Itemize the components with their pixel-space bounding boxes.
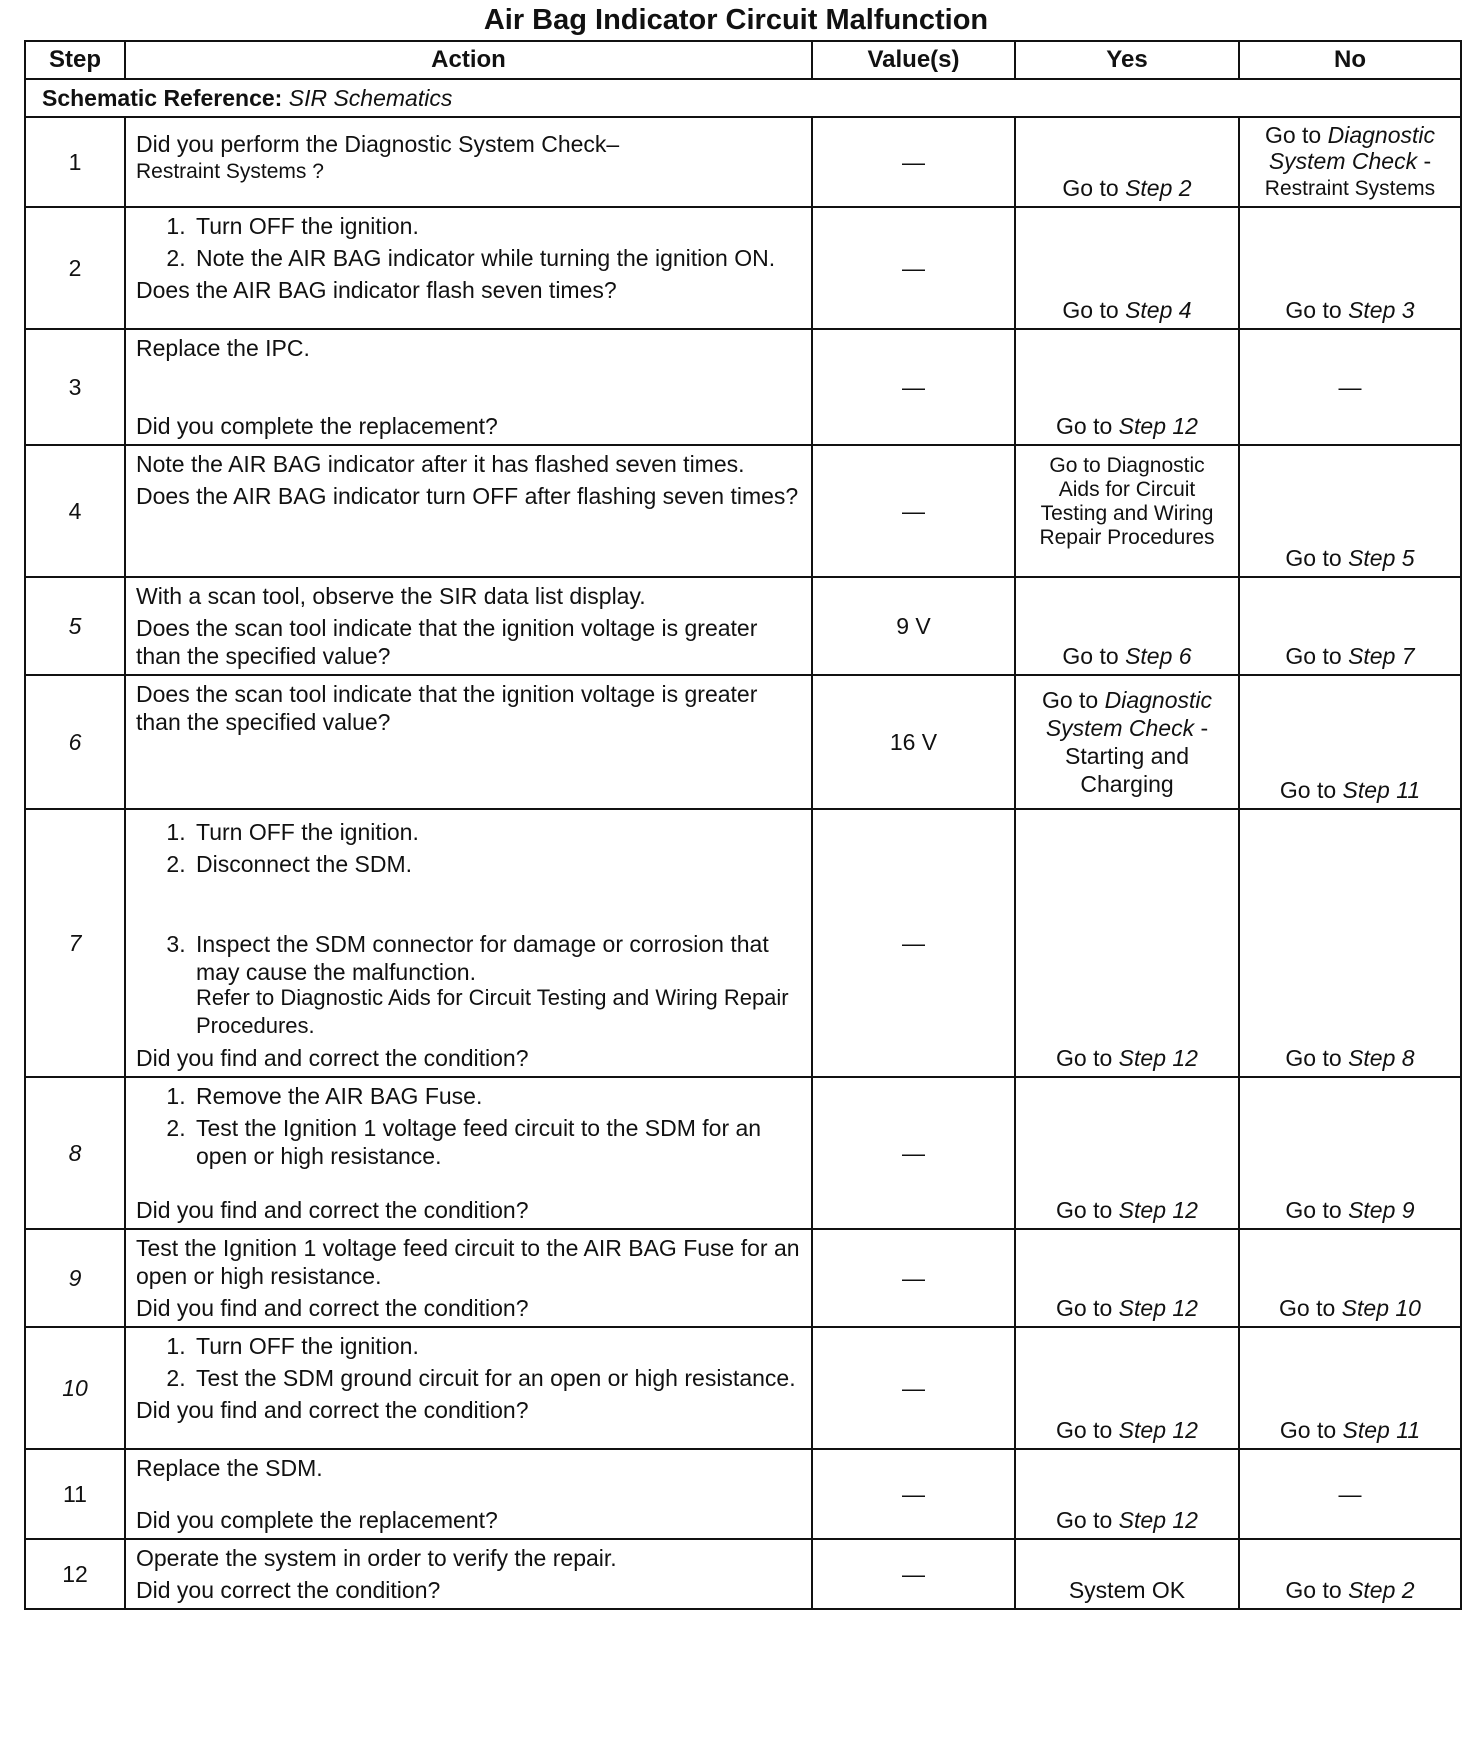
table-row-step-4 (25, 445, 1461, 577)
action-text: Test the Ignition 1 voltage feed circuit to the AIR BAG Fuse for an open or high resistance. (136, 1235, 800, 1289)
goto-step-link[interactable]: Step 12 (1118, 413, 1198, 439)
goto-step-link[interactable]: Step 2 (1348, 1577, 1415, 1603)
action-step-item: 1. Turn OFF the ignition. (192, 1332, 803, 1360)
yes-cell (1015, 1077, 1239, 1229)
header-values: Value(s) (812, 41, 1015, 79)
action-question: Does the scan tool indicate that the ignition voltage is greater than the specified value? (136, 615, 758, 669)
no-cell (1239, 1539, 1461, 1609)
action-cell (125, 445, 812, 577)
goto-text-tail: Restraint Systems (1264, 177, 1436, 200)
no-cell: — (1239, 1449, 1461, 1539)
yes-cell (1015, 577, 1239, 675)
value-cell: — (812, 1229, 1015, 1327)
goto-text: Go to (1056, 1045, 1119, 1071)
header-row (25, 41, 1461, 79)
action-step-item: 2. Test the Ignition 1 voltage feed circuit to the SDM for an open or high resistance. (192, 1114, 803, 1170)
action-text: With a scan tool, observe the SIR data list display. (136, 583, 646, 609)
goto-diagnostic-link[interactable]: Diagnostic System Check (1045, 687, 1213, 741)
table-row-step-6 (25, 675, 1461, 809)
action-steps-list (136, 818, 803, 986)
action-cell (125, 675, 812, 809)
goto-step-link[interactable]: Step 12 (1118, 1045, 1198, 1071)
goto-diagnostic-aids-link[interactable]: Go to Diagnostic Aids for Circuit Testing and Wiring Repair Procedures (1039, 454, 1215, 549)
action-text: Note the AIR BAG indicator after it has flashed seven times. (136, 451, 745, 477)
goto-step-link[interactable]: Step 12 (1118, 1417, 1198, 1443)
goto-text: Go to (1279, 1417, 1343, 1443)
goto-step-link[interactable]: Step 12 (1118, 1295, 1198, 1321)
goto-step-link[interactable]: Step 12 (1118, 1507, 1198, 1533)
header-yes: Yes (1015, 41, 1239, 79)
table-row-step-7 (25, 809, 1461, 1077)
step-number: 5 (25, 577, 125, 675)
action-text: Replace the IPC. (136, 335, 310, 361)
yes-cell: System OK (1015, 1539, 1239, 1609)
no-cell (1239, 445, 1461, 577)
goto-text-suffix: - (1194, 715, 1209, 741)
value-cell: — (812, 329, 1015, 445)
step-number: 7 (25, 809, 125, 1077)
step-number: 9 (25, 1229, 125, 1327)
goto-step-link[interactable]: Step 12 (1118, 1197, 1198, 1223)
value-cell: — (812, 1539, 1015, 1609)
action-question: Does the AIR BAG indicator flash seven times? (136, 277, 617, 303)
goto-diagnostic-link[interactable]: Diagnostic System Check (1268, 122, 1436, 174)
no-cell: — (1239, 329, 1461, 445)
action-question: Does the scan tool indicate that the ignition voltage is greater than the specified value? (136, 681, 758, 735)
diagnostic-table (24, 40, 1462, 1610)
goto-step-link[interactable]: Step 3 (1348, 297, 1415, 323)
table-row-step-10 (25, 1327, 1461, 1449)
action-cell (125, 1539, 812, 1609)
value-cell: — (812, 445, 1015, 577)
action-step-item: 2. Note the AIR BAG indicator while turning the ignition ON. (192, 244, 803, 272)
yes-cell (1015, 1229, 1239, 1327)
no-cell (1239, 117, 1461, 207)
yes-cell (1015, 207, 1239, 329)
no-cell (1239, 577, 1461, 675)
goto-text: Go to (1041, 687, 1105, 713)
yes-cell (1015, 1449, 1239, 1539)
goto-step-link[interactable]: Step 4 (1125, 297, 1192, 323)
action-question: Did you complete the replacement? (136, 413, 498, 439)
goto-step-link[interactable]: Step 10 (1341, 1295, 1421, 1321)
step-number: 12 (25, 1539, 125, 1609)
action-steps-list (136, 212, 803, 272)
action-question: Did you find and correct the condition? (136, 1397, 529, 1423)
goto-text: Go to (1279, 777, 1343, 803)
step-number: 2 (25, 207, 125, 329)
goto-step-link[interactable]: Step 2 (1125, 175, 1192, 201)
table-row-step-5 (25, 577, 1461, 675)
value-cell: — (812, 207, 1015, 329)
table-row-step-12 (25, 1539, 1461, 1609)
no-cell (1239, 1077, 1461, 1229)
step-number: 10 (25, 1327, 125, 1449)
goto-text: Go to (1062, 175, 1126, 201)
goto-step-link[interactable]: Step 6 (1125, 643, 1192, 669)
goto-step-link[interactable]: Step 11 (1342, 777, 1421, 803)
no-cell (1239, 809, 1461, 1077)
action-cell (125, 207, 812, 329)
table-row-step-2 (25, 207, 1461, 329)
goto-text: Go to (1285, 643, 1349, 669)
action-question: Did you find and correct the condition? (136, 1045, 529, 1071)
header-action: Action (125, 41, 812, 79)
action-step-item: 2. Test the SDM ground circuit for an open or high resistance. (192, 1364, 803, 1392)
goto-step-link[interactable]: Step 7 (1348, 643, 1415, 669)
action-cell (125, 117, 812, 207)
goto-text: Go to (1062, 643, 1126, 669)
yes-cell (1015, 329, 1239, 445)
no-cell (1239, 207, 1461, 329)
table-row-step-3 (25, 329, 1461, 445)
goto-step-link[interactable]: Step 5 (1348, 545, 1415, 571)
action-question: Did you complete the replacement? (136, 1507, 498, 1533)
action-steps-list (136, 1332, 803, 1392)
action-step-item: 1. Turn OFF the ignition. (192, 212, 803, 240)
step-number: 3 (25, 329, 125, 445)
no-cell (1239, 675, 1461, 809)
action-step-item: 1. Remove the AIR BAG Fuse. (192, 1082, 803, 1110)
step-number: 8 (25, 1077, 125, 1229)
document-title: Air Bag Indicator Circuit Malfunction (483, 4, 989, 36)
step-number: 1 (25, 117, 125, 207)
goto-text: Go to (1285, 545, 1349, 571)
goto-text: Go to (1285, 1577, 1349, 1603)
table-row-step-11 (25, 1449, 1461, 1539)
step-number: 11 (25, 1449, 125, 1539)
yes-cell (1015, 675, 1239, 809)
goto-step-link[interactable]: Step 9 (1348, 1197, 1415, 1223)
goto-text-suffix: - (1417, 148, 1432, 174)
goto-text: Go to (1056, 1417, 1119, 1443)
step-number: 6 (25, 675, 125, 809)
table-row-step-1 (25, 117, 1461, 207)
goto-text: Go to (1264, 122, 1328, 148)
action-question: Did you perform the Diagnostic System Check– (136, 131, 620, 157)
schematic-reference-label: Schematic Reference: (42, 85, 283, 111)
goto-text: Go to (1056, 1197, 1119, 1223)
goto-text: Go to (1056, 413, 1119, 439)
goto-text: Go to (1285, 1045, 1349, 1071)
goto-text-tail: Starting and Charging (1064, 743, 1190, 797)
no-cell (1239, 1229, 1461, 1327)
step-number: 4 (25, 445, 125, 577)
action-question: Did you correct the condition? (136, 1577, 441, 1603)
action-question: Did you find and correct the condition? (136, 1295, 529, 1321)
value-cell: 9 V (812, 577, 1015, 675)
header-no: No (1239, 41, 1461, 79)
goto-text: Go to (1062, 297, 1126, 323)
header-step: Step (25, 41, 125, 79)
action-step-item: 1. Turn OFF the ignition. (192, 818, 803, 846)
value-cell: — (812, 1077, 1015, 1229)
action-question: Does the AIR BAG indicator turn OFF after flashing seven times? (136, 483, 799, 509)
yes-cell (1015, 809, 1239, 1077)
goto-text: Go to (1285, 297, 1349, 323)
value-cell: — (812, 809, 1015, 1077)
table-row-step-8 (25, 1077, 1461, 1229)
action-steps-list (136, 1082, 803, 1170)
goto-text: Go to (1056, 1507, 1119, 1533)
action-cell (125, 809, 812, 1077)
goto-text: Go to (1056, 1295, 1119, 1321)
yes-cell (1015, 117, 1239, 207)
goto-text: Go to (1279, 1295, 1342, 1321)
action-cell (125, 329, 812, 445)
goto-step-link[interactable]: Step 8 (1348, 1045, 1415, 1071)
action-question-cont: Restraint Systems ? (136, 160, 324, 183)
value-cell: — (812, 1327, 1015, 1449)
action-cell (125, 1229, 812, 1327)
yes-cell (1015, 1327, 1239, 1449)
action-step-item: 3. Inspect the SDM connector for damage or corrosion that may cause the malfunction. (192, 930, 803, 986)
value-cell: 16 V (812, 675, 1015, 809)
action-cell (125, 1077, 812, 1229)
table-row-step-9 (25, 1229, 1461, 1327)
action-cell (125, 1449, 812, 1539)
action-text: Replace the SDM. (136, 1455, 323, 1481)
goto-text: Go to (1285, 1197, 1349, 1223)
no-cell (1239, 1327, 1461, 1449)
action-step-item: 2. Disconnect the SDM. (192, 850, 803, 878)
schematic-reference-row (25, 79, 1461, 117)
goto-step-link[interactable]: Step 11 (1342, 1417, 1421, 1443)
action-cell (125, 1327, 812, 1449)
schematic-reference-value: SIR Schematics (288, 85, 453, 111)
action-question: Did you find and correct the condition? (136, 1197, 529, 1223)
action-note: Refer to Diagnostic Aids for Circuit Testing and Wiring Repair Procedures. (196, 985, 789, 1038)
action-text: Operate the system in order to verify the repair. (136, 1545, 617, 1571)
yes-cell (1015, 445, 1239, 577)
value-cell: — (812, 1449, 1015, 1539)
action-cell (125, 577, 812, 675)
value-cell: — (812, 117, 1015, 207)
